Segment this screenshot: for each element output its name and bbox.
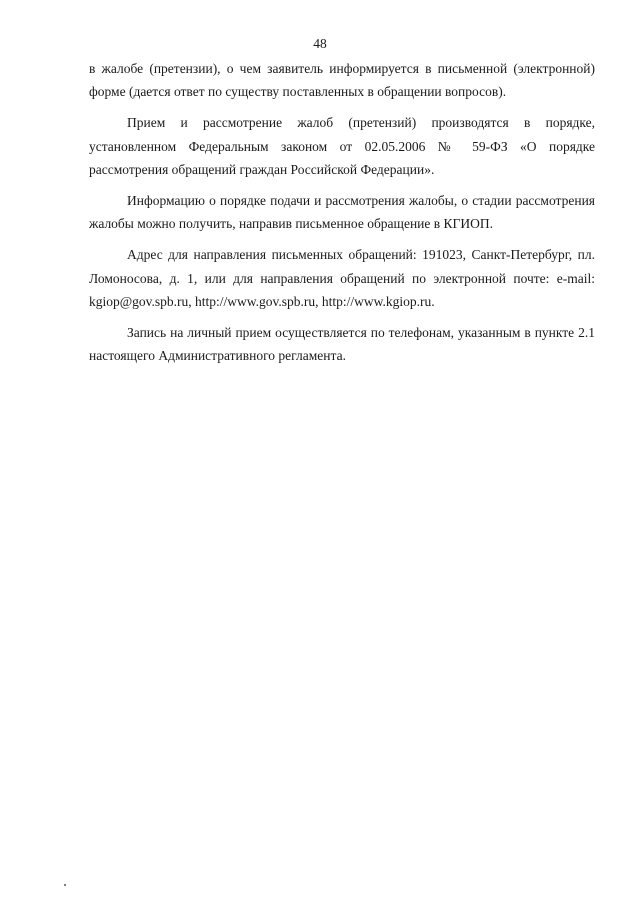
paragraph-complaint-procedure: Прием и рассмотрение жалоб (претензий) производятся в порядке, установленном Федеральным законом от 02.05.2006 № 59-ФЗ «О порядке рассмотрения обращений граждан Российской Федерации». [89, 115, 595, 177]
paragraph-complaint-response: в жалобе (претензии), о чем заявитель информируется в письменной (электронной) форме (дается ответ по существу поставленных в обращении вопросов). [89, 61, 595, 100]
paragraph-complaint-status-info: Информацию о порядке подачи и рассмотрения жалобы, о стадии рассмотрения жалобы можно получить, направив письменное обращение в КГИОП. [89, 193, 595, 232]
document-body [89, 57, 595, 375]
paragraph-contact-address: Адрес для направления письменных обращений: 191023, Санкт-Петербург, пл. Ломоносова, д. 1, или для направления обращений по электронной почте: e-mail: kgiop@gov.spb.ru, http://www.gov.spb.ru, http://www.kgiop.ru. [89, 247, 595, 309]
page-number: 48 [313, 36, 327, 51]
paragraph-personal-appointment: Запись на личный прием осуществляется по телефонам, указанным в пункте 2.1 настоящего Административного регламента. [89, 325, 595, 364]
scan-dot-mark [64, 884, 66, 886]
